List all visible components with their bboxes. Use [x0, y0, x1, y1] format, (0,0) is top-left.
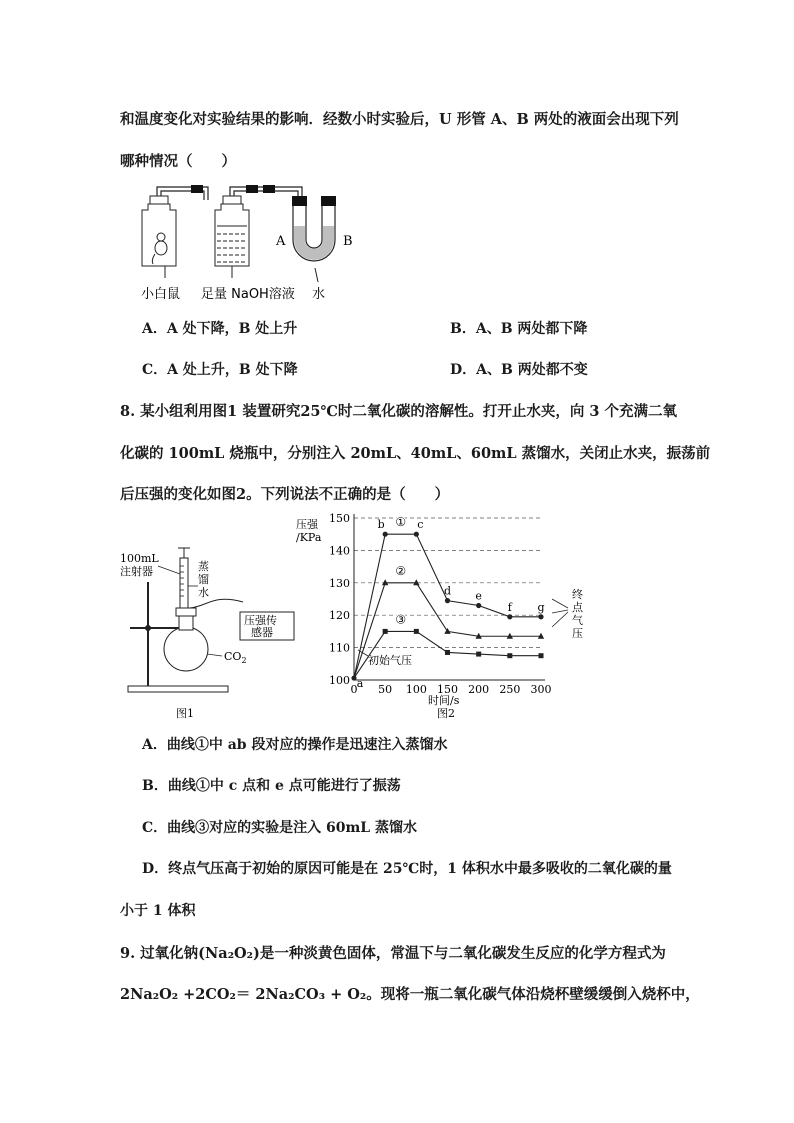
point-label-g: g: [537, 600, 545, 614]
q8-text-line-3: 后压强的变化如图2。下列说法不正确的是（ ）: [120, 486, 450, 503]
q8-option-d-line-1: D．终点气压高于初始的原因可能是在 25℃时，1 体积水中最多吸收的二氧化碳的量: [142, 861, 672, 877]
y-tick-110: 110: [329, 641, 350, 655]
q7-option-d: D．A、B 两处都不变: [450, 362, 588, 378]
label-B: B: [343, 234, 353, 249]
series-1-point-3: [414, 532, 419, 537]
series-3-point-3: [414, 629, 419, 634]
figure-2-caption: 图2: [437, 707, 455, 720]
point-label-b: b: [377, 518, 385, 532]
series-1-point-2: [383, 532, 388, 537]
mouse-bottle: [142, 196, 176, 266]
label-mouse: 小白鼠: [141, 287, 181, 302]
q9-text-line-1: 9. 过氧化钠(Na₂O₂)是一种淡黄色固体，常温下与二氧化碳发生反应的化学方程式为: [120, 945, 666, 962]
series-3-point-4: [445, 650, 450, 655]
y-tick-120: 120: [329, 609, 350, 623]
flask: [164, 627, 208, 671]
point-label-c: c: [417, 518, 424, 532]
stand-base: [128, 686, 228, 692]
y-tick-140: 140: [329, 544, 350, 558]
point-label-e: e: [475, 589, 482, 603]
series-1-point-4: [445, 598, 450, 603]
x-tick-250: 250: [499, 683, 521, 696]
series-name-1: ①: [395, 515, 407, 530]
clamp-2: [246, 185, 258, 193]
naoh-bottle: [215, 196, 249, 266]
x-tick-100: 100: [405, 683, 427, 696]
y-tick-100: 100: [329, 674, 350, 687]
end-pressure-char-2: 点: [572, 601, 583, 614]
series-1-point-7: [538, 614, 543, 619]
q7-option-a: A．A 处下降，B 处上升: [142, 321, 298, 337]
water-char-1: 蒸: [198, 560, 209, 573]
x-tick-200: 200: [468, 683, 490, 696]
end-pressure-arrows: [552, 599, 568, 627]
syringe-label-2: 注射器: [120, 565, 153, 578]
x-tick-300: 300: [530, 683, 552, 696]
clamp-3: [263, 185, 275, 193]
q7-option-c: C．A 处上升，B 处下降: [142, 362, 298, 378]
x-axis-label: 时间/s: [428, 694, 460, 707]
x-tick-0: 0: [350, 683, 358, 696]
series-name-3: ③: [395, 612, 407, 627]
sensor-label-1: 压强传: [244, 614, 277, 627]
syringe: [180, 558, 188, 608]
q8-figure-2-chart: [290, 508, 600, 723]
clamp-1: [191, 185, 203, 193]
water-char-3: 水: [198, 586, 209, 599]
label-naoh: 足量 NaOH溶液: [201, 287, 295, 302]
sensor-label-2: 感器: [251, 626, 273, 639]
label-water: 水: [312, 287, 326, 302]
point-label-d: d: [443, 584, 452, 598]
y-tick-130: 130: [329, 576, 350, 590]
end-pressure-char-1: 终: [572, 588, 583, 601]
q8-text-line-1: 8. 某小组利用图1 装置研究25℃时二氧化碳的溶解性。打开止水夹，向 3 个充满二氧: [120, 403, 678, 420]
x-tick-50: 50: [378, 683, 393, 696]
u-tube: [292, 196, 336, 282]
q8-figure-1-apparatus: [118, 546, 298, 721]
series-1-point-5: [476, 603, 481, 608]
q7-option-b: B．A、B 两处都下降: [450, 321, 588, 337]
y-axis-label-2: /KPa: [296, 531, 322, 544]
y-axis-label-1: 压强: [296, 518, 318, 531]
series-3-point-7: [539, 653, 544, 658]
point-label-a: a: [356, 677, 364, 691]
q8-option-b: B．曲线①中 c 点和 e 点可能进行了振荡: [142, 778, 401, 794]
point-label-f: f: [507, 600, 512, 614]
q8-option-c: C．曲线③对应的实验是注入 60mL 蒸馏水: [142, 820, 418, 836]
series-3-point-6: [507, 653, 512, 658]
series-3-point-2: [383, 629, 388, 634]
co2-label: $CO_2$: [224, 650, 247, 665]
water-char-2: 馏: [198, 573, 209, 586]
y-tick-150: 150: [329, 512, 350, 525]
q8-text-line-2: 化碳的 100mL 烧瓶中，分别注入 20mL、40mL、60mL 蒸馏水，关闭止水夹，振荡前: [120, 445, 711, 462]
initial-pressure-label: 初始气压: [368, 654, 412, 667]
q8-option-a: A．曲线①中 ab 段对应的操作是迅速注入蒸馏水: [142, 737, 448, 753]
x-tick-150: 150: [437, 683, 458, 696]
series-1-point-6: [507, 614, 512, 619]
figure-1-caption: 图1: [176, 707, 194, 720]
q8-option-d-line-2: 小于 1 体积: [120, 903, 196, 919]
series-name-2: ②: [395, 563, 407, 578]
series-3-point-5: [476, 652, 481, 657]
end-pressure-char-3: 气: [572, 614, 583, 627]
q7-apparatus-figure: [135, 178, 365, 308]
syringe-label-1: 100mL: [120, 552, 159, 565]
q9-text-line-2: 2Na₂O₂ +2CO₂＝ 2Na₂CO₃ + O₂。现将一瓶二氧化碳气体沿烧杯壁缓缓倒入烧杯中，: [120, 986, 700, 1003]
q7-text-line-1: 和温度变化对实验结果的影响．经数小时实验后，U 形管 A、B 两处的液面会出现下列: [120, 111, 679, 128]
q7-text-line-2: 哪种情况（ ）: [120, 153, 236, 170]
end-pressure-char-4: 压: [572, 627, 583, 640]
label-A: A: [276, 234, 286, 249]
